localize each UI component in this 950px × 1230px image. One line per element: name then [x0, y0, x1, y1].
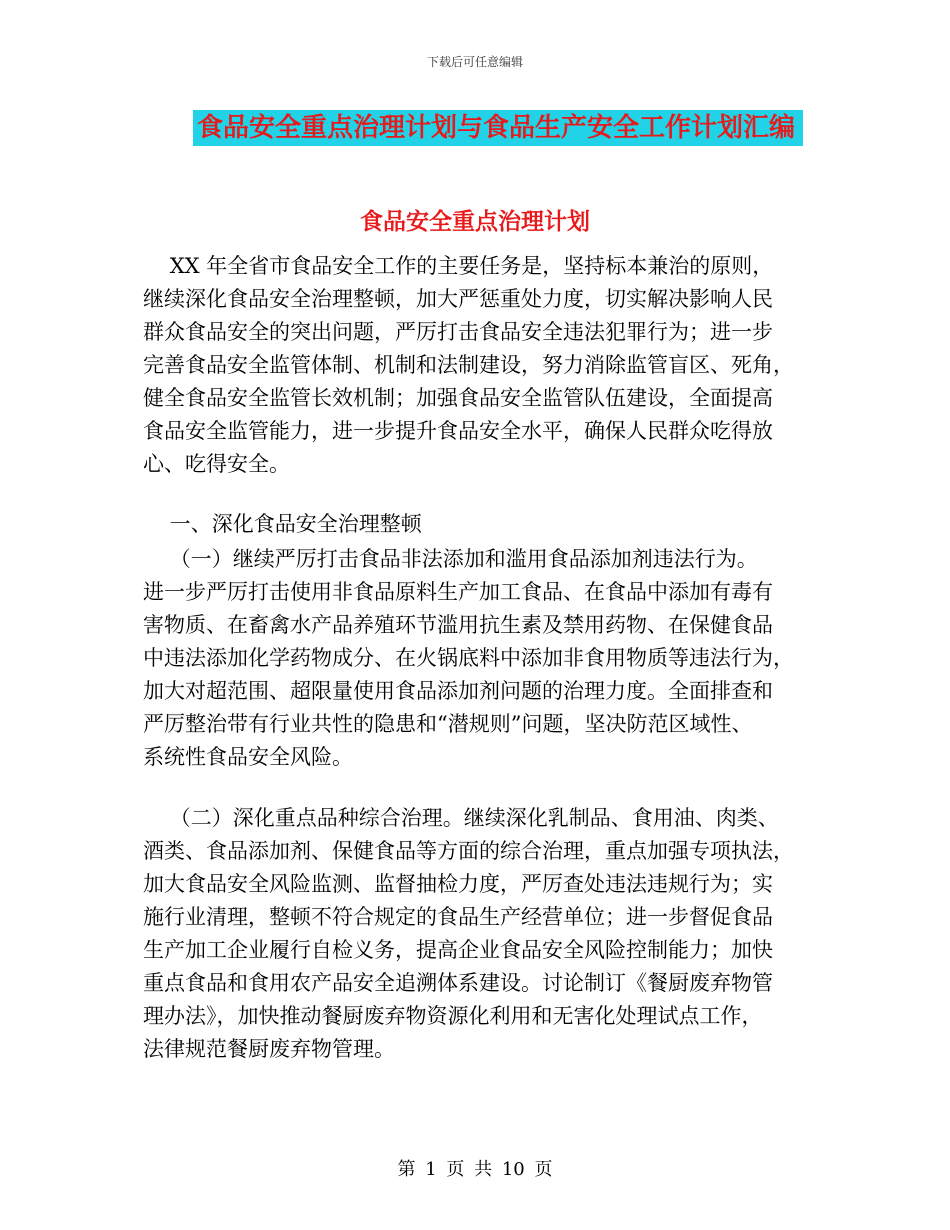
section-heading-1: 一、深化食品安全治理整顿	[143, 512, 422, 536]
sub-title: 食品安全重点治理计划	[360, 208, 590, 235]
main-title: 食品安全重点治理计划与食品生产安全工作计划汇编	[197, 113, 796, 143]
paragraph-intro: XX 年全省市食品安全工作的主要任务是，坚持标本兼治的原则， 继续深化食品安全治理整顿，加大严惩重处力度，切实解决影响人民 群众食品安全的突出问题，严厉打击食品安全违法犯罪行为；进一步 完善食品安全监管体制、机制和法制建设，努力消除监管盲区、死角， 健全食品安全监管长效机制；加强食品安全监管队伍建设，全面提高 食品安全监管能力，进一步提升食品安全水平，确保人民群众吃得放 心、吃得安全。	[143, 254, 794, 476]
paragraph-item-1: （一）继续严厉打击食品非法添加和滥用食品添加剂违法行为。 进一步严厉打击使用非食品原料生产加工食品、在食品中添加有毒有 害物质、在畜禽水产品养殖环节滥用抗生素及禁用药物、在保健食品 中违法添加化学药物成分、在火锅底料中添加非食用物质等违法行为， 加大对超范围、超限量使用食品添加剂问题的治理力度。全面排查和 严厉整治带有行业共性的隐患和“潜规则”问题，坚决防范区域性、 系统性食品安全风险。	[143, 547, 794, 769]
main-title-highlight	[193, 110, 803, 146]
paragraph-item-2: （二）深化重点品种综合治理。继续深化乳制品、食用油、肉类、 酒类、食品添加剂、保健食品等方面的综合治理，重点加强专项执法， 加大食品安全风险监测、监督抽检力度，严厉查处违法违规行为；实 施行业清理，整顿不符合规定的食品生产经营单位；进一步督促食品 生产加工企业履行自检义务，提高企业食品安全风险控制能力；加快 重点食品和食用农产品安全追溯体系建设。讨论制订《餐厨废弃物管 理办法》，加快推动餐厨废弃物资源化利用和无害化处理试点工作， 法律规范餐厨废弃物管理。	[143, 806, 794, 1061]
header-note: 下载后可任意编辑	[426, 55, 523, 69]
page-footer: 第 1 页 共 10 页	[397, 1159, 553, 1180]
